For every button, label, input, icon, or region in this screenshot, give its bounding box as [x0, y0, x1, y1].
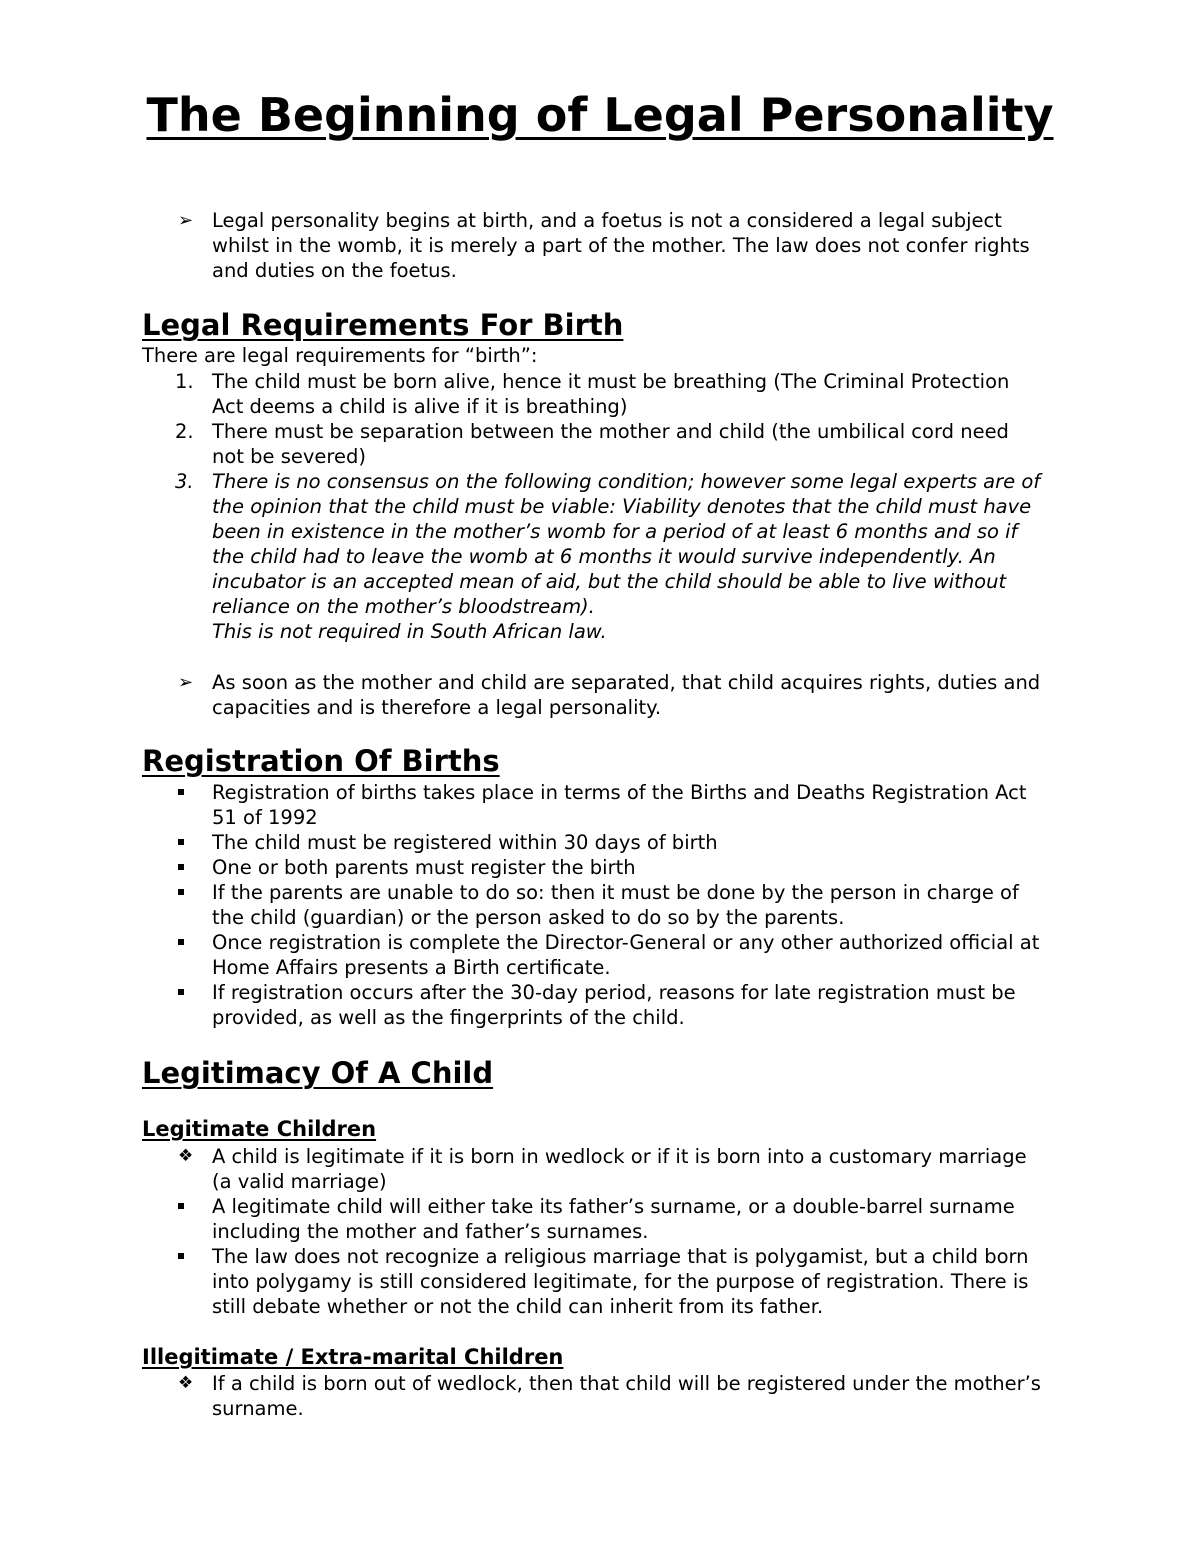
list-item-text: The law does not recognize a religious marriage that is polygamist, but a child born into polygamy is still considered legitimate, for the purpose of registration. There is still debate whether or not the child can inherit from its father. — [212, 1245, 1029, 1318]
list-item-note: This is not required in South African law. — [212, 620, 607, 643]
list-item — [142, 830, 1042, 855]
list-item — [142, 1194, 1042, 1244]
intro-bullet-text: Legal personality begins at birth, and a foetus is not a considered a legal subject whilst in the womb, it is merely a part of the mother. The law does not confer rights and duties on the foetus. — [212, 209, 1030, 282]
diamond-bullet-icon: ❖ — [178, 1373, 194, 1393]
registration-heading: Registration Of Births — [142, 744, 500, 778]
list-item-text: There is no consensus on the following condition; however some legal experts are of the opinion that the child must be viable: Viability denotes that the child must have been in existence in the mother’s womb for a period of at least 6 months and so if the child had to leave the womb at 6 months it would survive independently. An incubator is an accepted mean of aid, but the child should be able to live without reliance on the mother’s bloodstream). — [212, 470, 1041, 618]
list-item — [142, 855, 1042, 880]
legitimate-children-subheading: Legitimate Children — [142, 1117, 377, 1141]
square-bullet-icon — [178, 939, 184, 945]
list-item-text: Registration of births takes place in terms of the Births and Deaths Registration Act 51 of 1992 — [212, 781, 1027, 829]
square-bullet-icon — [178, 1253, 184, 1259]
list-item — [142, 469, 1042, 644]
separation-bullet-text: As soon as the mother and child are separated, that child acquires rights, duties and capacities and is therefore a legal personality. — [212, 671, 1041, 719]
legal-requirements-heading: Legal Requirements For Birth — [142, 308, 624, 342]
list-item-text: The child must be born alive, hence it must be breathing (The Criminal Protection Act deems a child is alive if it is breathing) — [212, 370, 1010, 418]
page-title: The Beginning of Legal Personality — [146, 88, 1054, 142]
list-number: 1. — [175, 370, 194, 393]
legal-requirements-list — [142, 369, 1042, 644]
separation-bullet — [142, 670, 1042, 720]
separation-section — [142, 670, 1042, 720]
list-item — [142, 980, 1042, 1030]
square-bullet-icon — [178, 1203, 184, 1209]
square-bullet-icon — [178, 839, 184, 845]
list-item — [142, 369, 1042, 419]
list-item — [142, 1244, 1042, 1319]
square-bullet-icon — [178, 864, 184, 870]
list-item-text: If registration occurs after the 30-day period, reasons for late registration must be provided, as well as the fingerprints of the child. — [212, 981, 1016, 1029]
list-item — [142, 780, 1042, 830]
intro-bullet — [142, 208, 1042, 283]
list-item-text: A legitimate child will either take its father’s surname, or a double-barrel surname including the mother and father’s surnames. — [212, 1195, 1015, 1243]
square-bullet-icon — [178, 989, 184, 995]
registration-list — [142, 780, 1042, 1030]
list-item-text: The child must be registered within 30 days of birth — [212, 831, 718, 854]
list-item-text: Once registration is complete the Director-General or any other authorized official at Home Affairs presents a Birth certificate. — [212, 931, 1040, 979]
arrow-bullet-icon: ➢ — [178, 210, 194, 231]
list-item-text: One or both parents must register the birth — [212, 856, 636, 879]
diamond-bullet-icon: ❖ — [178, 1146, 194, 1166]
intro-section — [142, 208, 1042, 283]
illegitimate-list — [142, 1371, 1042, 1421]
arrow-bullet-icon: ➢ — [178, 672, 194, 693]
list-number: 3. — [175, 470, 194, 493]
list-item-text: A child is legitimate if it is born in wedlock or if it is born into a customary marriage (a valid marriage) — [212, 1145, 1027, 1193]
list-item — [142, 1144, 1042, 1194]
list-item-text: There must be separation between the mother and child (the umbilical cord need not be severed) — [212, 420, 1009, 468]
legitimate-list — [142, 1144, 1042, 1319]
legal-requirements-lead: There are legal requirements for “birth”: — [142, 344, 538, 367]
list-item-text: If the parents are unable to do so: then it must be done by the person in charge of the child (guardian) or the person asked to do so by the parents. — [212, 881, 1019, 929]
list-number: 2. — [175, 420, 194, 443]
list-item — [142, 930, 1042, 980]
list-item-text: If a child is born out of wedlock, then that child will be registered under the mother’s surname. — [212, 1372, 1041, 1420]
legitimacy-heading: Legitimacy Of A Child — [142, 1056, 494, 1090]
square-bullet-icon — [178, 889, 184, 895]
square-bullet-icon — [178, 789, 184, 795]
list-item — [142, 1371, 1042, 1421]
illegitimate-children-subheading: Illegitimate / Extra-marital Children — [142, 1345, 564, 1369]
list-item — [142, 419, 1042, 469]
list-item — [142, 880, 1042, 930]
